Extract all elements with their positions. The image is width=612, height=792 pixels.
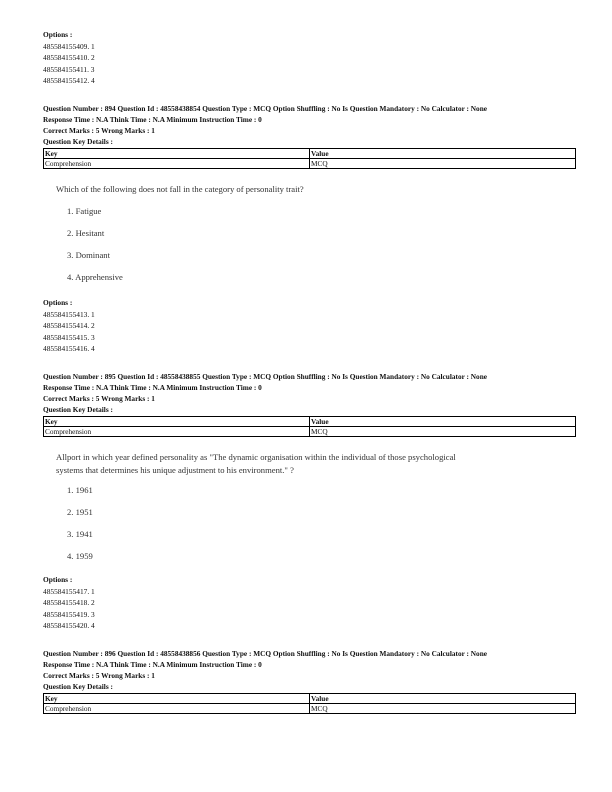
answer-choice: 4. Apprehensive (67, 272, 123, 282)
value-header: Value (310, 149, 576, 159)
value-cell: MCQ (310, 427, 576, 437)
answer-choice: 2. 1951 (67, 507, 93, 517)
answer-choice: 2. Hesitant (67, 228, 105, 238)
option-id: 485584155419. 3 (43, 609, 95, 619)
question-text: Which of the following does not fall in the category of personality trait? (56, 184, 304, 194)
option-id: 485584155417. 1 (43, 586, 95, 596)
question-timing: Response Time : N.A Think Time : N.A Minimum Instruction Time : 0 (43, 660, 262, 669)
key-cell: Comprehension (44, 159, 310, 169)
question-header: Question Number : 896 Question Id : 48558438856 Question Type : MCQ Option Shuffling : No Is Question Mandatory : No Calculator : None (43, 649, 487, 658)
value-header: Value (310, 694, 576, 704)
option-id: 485584155410. 2 (43, 53, 95, 62)
question-marks: Correct Marks : 5 Wrong Marks : 1 (43, 671, 155, 680)
question-timing: Response Time : N.A Think Time : N.A Minimum Instruction Time : 0 (43, 115, 262, 124)
question-key-details-label: Question Key Details : (43, 682, 113, 691)
option-id: 485584155416. 4 (43, 344, 95, 353)
answer-choice: 1. Fatigue (67, 206, 102, 216)
option-id: 485584155415. 3 (43, 332, 95, 342)
question-marks: Correct Marks : 5 Wrong Marks : 1 (43, 126, 155, 135)
key-header: Key (44, 149, 310, 159)
question-timing: Response Time : N.A Think Time : N.A Minimum Instruction Time : 0 (43, 383, 262, 392)
question-key-details-label: Question Key Details : (43, 137, 113, 146)
answer-choice: 1. 1961 (67, 485, 93, 495)
option-id: 485584155418. 2 (43, 598, 95, 607)
key-cell: Comprehension (44, 427, 310, 437)
options-label: Options : (43, 575, 73, 584)
question-key-details-label: Question Key Details : (43, 405, 113, 414)
option-id: 485584155411. 3 (43, 64, 95, 74)
question-marks: Correct Marks : 5 Wrong Marks : 1 (43, 394, 155, 403)
key-header: Key (44, 694, 310, 704)
option-id: 485584155420. 4 (43, 621, 95, 630)
value-cell: MCQ (310, 704, 576, 714)
option-id: 485584155412. 4 (43, 76, 95, 85)
question-header: Question Number : 894 Question Id : 48558438854 Question Type : MCQ Option Shuffling : No Is Question Mandatory : No Calculator : None (43, 104, 487, 113)
answer-choice: 3. 1941 (67, 529, 93, 539)
value-cell: MCQ (310, 159, 576, 169)
options-label: Options : (43, 298, 73, 307)
key-cell: Comprehension (44, 704, 310, 714)
key-value-table (43, 693, 576, 714)
option-id: 485584155414. 2 (43, 321, 95, 330)
option-id: 485584155413. 1 (43, 309, 95, 319)
question-header: Question Number : 895 Question Id : 48558438855 Question Type : MCQ Option Shuffling : No Is Question Mandatory : No Calculator : None (43, 372, 487, 381)
answer-choice: 3. Dominant (67, 250, 110, 260)
option-id: 485584155409. 1 (43, 41, 95, 51)
answer-choice: 4. 1959 (67, 551, 93, 561)
key-header: Key (44, 417, 310, 427)
question-text: Allport in which year defined personality as "The dynamic organisation within the individual of those psychological systems that determines his unique adjustment to his environment." ? (56, 452, 456, 475)
key-value-table (43, 416, 576, 437)
key-value-table (43, 148, 576, 169)
options-label: Options : (43, 30, 73, 39)
value-header: Value (310, 417, 576, 427)
